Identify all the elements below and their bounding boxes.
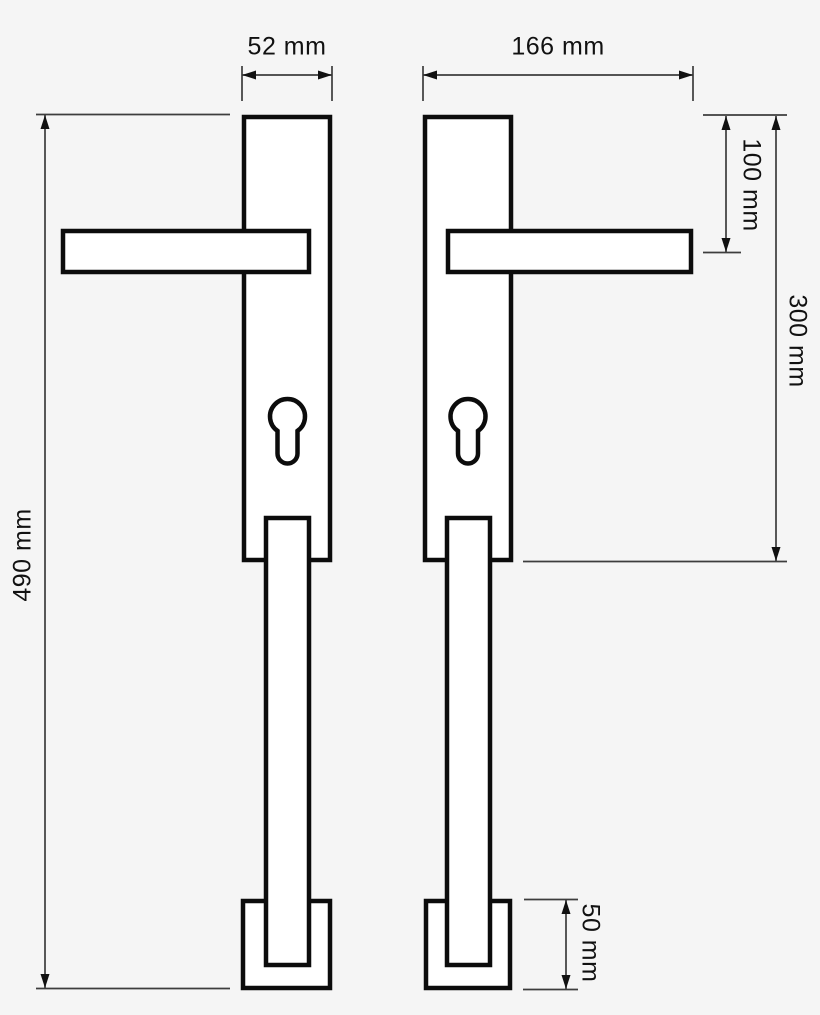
arrowhead-166-right-icon	[679, 71, 693, 80]
dim-label-top-to-plate-bottom: 300 mm	[783, 294, 812, 388]
dim-label-overall-height: 490 mm	[8, 508, 37, 602]
arrowhead-50-bottom-icon	[562, 975, 571, 989]
arrowhead-100-top-icon	[722, 116, 731, 130]
arrowhead-300-bottom-icon	[772, 547, 781, 561]
arrowhead-490-bottom-icon	[41, 974, 50, 988]
left-view-pull-bar	[266, 518, 309, 965]
dim-label-bracket-height: 50 mm	[576, 903, 605, 983]
arrowhead-52-right-icon	[318, 71, 332, 80]
dim-label-plate-width: 52 mm	[247, 32, 327, 61]
right-view-backplate	[425, 117, 511, 560]
left-view-lever-handle	[63, 231, 309, 272]
arrowhead-100-bottom-icon	[722, 238, 731, 252]
parts-group	[63, 117, 691, 988]
right-view-lever-handle	[448, 231, 691, 272]
arrowheads-group	[41, 71, 781, 990]
dim-label-overall-projection: 166 mm	[511, 32, 605, 61]
dim-label-top-to-lever-axis: 100 mm	[737, 138, 766, 232]
arrowhead-52-left-icon	[242, 71, 256, 80]
right-view-pull-bar	[447, 518, 490, 965]
arrowhead-50-top-icon	[562, 900, 571, 914]
dimension-lines-group	[36, 66, 787, 990]
arrowhead-490-top-icon	[41, 115, 50, 129]
arrowhead-166-left-icon	[423, 71, 437, 80]
arrowhead-300-top-icon	[772, 116, 781, 130]
left-view-backplate	[244, 117, 330, 560]
